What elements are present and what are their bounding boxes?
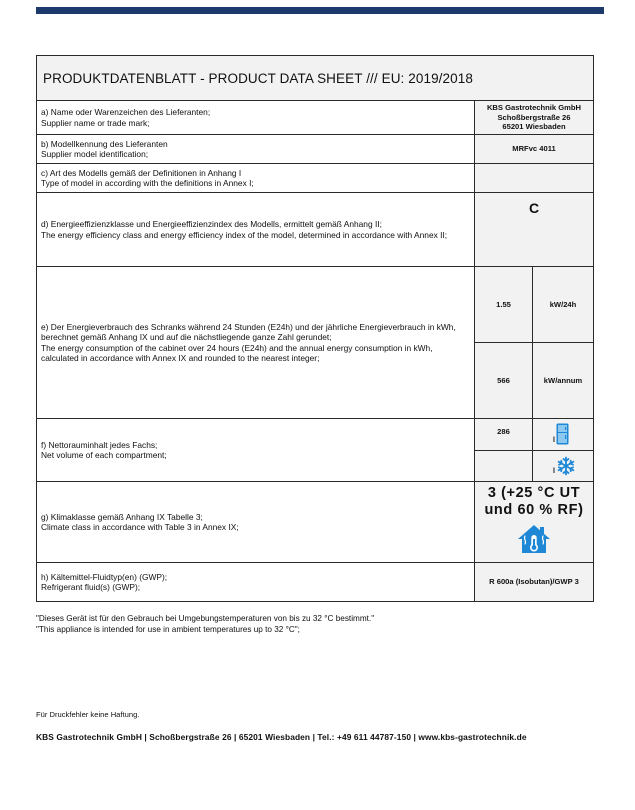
freezer-volume [475,451,533,482]
row-label [37,193,475,266]
freezer-compartment [475,450,593,482]
daily-consumption [475,267,593,342]
fridge-compartment [475,419,593,450]
header-bar [36,7,604,14]
label-de: e) Der Energieverbrauch des Schranks während 24 Stunden (E24h) und der jährliche Energieverbrauch in kWh, berechnet gemäß Anhang IX und auf die nächstliegende ganze Zahl gerundet; [41,321,456,343]
label-de: f) Nettorauminhalt jedes Fachs; [41,439,158,450]
snowflake-icon [556,456,576,476]
label-de: b) Modellkennung des Lieferanten [41,138,168,149]
label-en: The energy efficiency class and energy efficiency index of the model, determined in accordance with Annex II; [41,229,448,240]
freezer-unit-mark: l [553,468,555,476]
label-en: Net volume of each compartment; [41,450,167,460]
ambient-note-en: "This appliance is intended for use in ambient temperatures up to 32 °C"; [36,625,300,634]
daily-value: 1.55 [475,267,533,342]
row-energy-class [37,193,593,267]
row-model-id [37,135,593,164]
label-en: Climate class in accordance with Table 3 in Annex IX; [41,522,239,532]
label-en: Supplier model identification; [41,149,149,159]
fridge-volume: 286 [475,419,533,450]
label-de: a) Name oder Warenzeichen des Lieferanten; [41,107,211,118]
supplier-line: Schoßbergstraße 26 [497,112,571,122]
daily-unit: kW/24h [549,300,577,309]
label-de: h) Kältemittel-Fluidtyp(en) (GWP); [41,571,168,582]
climate-class-value [475,482,593,562]
model-text: MRFvc 4011 [512,144,556,154]
fridge-icon [556,423,569,445]
model-type-value [475,164,593,192]
print-disclaimer: Für Druckfehler keine Haftung. [36,710,140,719]
row-net-volume [37,419,593,482]
refrigerant-text: R 600a (Isobutan)/GWP 3 [489,577,579,587]
label-en: Refrigerant fluid(s) (GWP); [41,582,141,592]
row-label [37,135,475,163]
row-label [37,267,475,418]
row-label [37,419,475,481]
row-supplier-name [37,101,593,135]
supplier-value [475,101,593,134]
supplier-line: 65201 Wiesbaden [502,122,566,132]
label-en: The energy consumption of the cabinet over 24 hours (E24h) and the annual energy consumption in kWh, calculated in accordance with Annex IX and rounded to the nearest integer; [41,342,433,363]
supplier-line: KBS Gastrotechnik GmbH [486,103,582,113]
fridge-unit-mark: l [553,436,555,444]
model-value [475,135,593,163]
climate-line-1: 3 (+25 °C UT [487,485,581,501]
annual-unit: kW/annum [543,376,583,385]
climate-line-2: und 60 % RF) [484,502,584,518]
net-volume-values [475,419,593,481]
row-label [37,563,475,601]
energy-class-text: C [528,200,540,216]
house-thermometer-icon [517,524,551,554]
row-refrigerant [37,563,593,601]
sheet-title-row [37,56,593,101]
row-label [37,164,475,192]
sheet-title: PRODUKTDATENBLATT - PRODUCT DATA SHEET /// EU: 2019/2018 [43,70,473,86]
row-energy-consumption [37,267,593,419]
annual-consumption [475,342,593,418]
label-en: Supplier name or trade mark; [41,117,150,128]
fridge-unit-cell [533,419,593,450]
energy-consumption-values [475,267,593,418]
row-climate-class [37,482,593,563]
annual-value: 566 [475,343,533,418]
label-de: c) Art des Modells gemäß der Definitionen in Anhang I [41,167,242,178]
company-footer: KBS Gastrotechnik GmbH | Schoßbergstraße 26 | 65201 Wiesbaden | Tel.: +49 611 44787-150 | www.kbs-gastrotechnik.de [36,732,527,742]
product-data-table [36,55,594,602]
label-de: g) Klimaklasse gemäß Anhang IX Tabelle 3; [41,511,203,522]
refrigerant-value [475,563,593,601]
row-label [37,101,475,134]
row-label [37,482,475,562]
label-en: Type of model in according with the definitions in Annex I; [41,178,254,188]
row-model-type [37,164,593,193]
energy-class-value [475,193,593,266]
label-de: d) Energieeffizienzklasse und Energieeffizienzindex des Modells, ermittelt gemäß Anhang II; [41,219,382,230]
ambient-note-de: "Dieses Gerät ist für den Gebrauch bei Umgebungstemperaturen von bis zu 32 °C bestimmt." [36,614,375,623]
freezer-unit-cell [533,451,593,482]
